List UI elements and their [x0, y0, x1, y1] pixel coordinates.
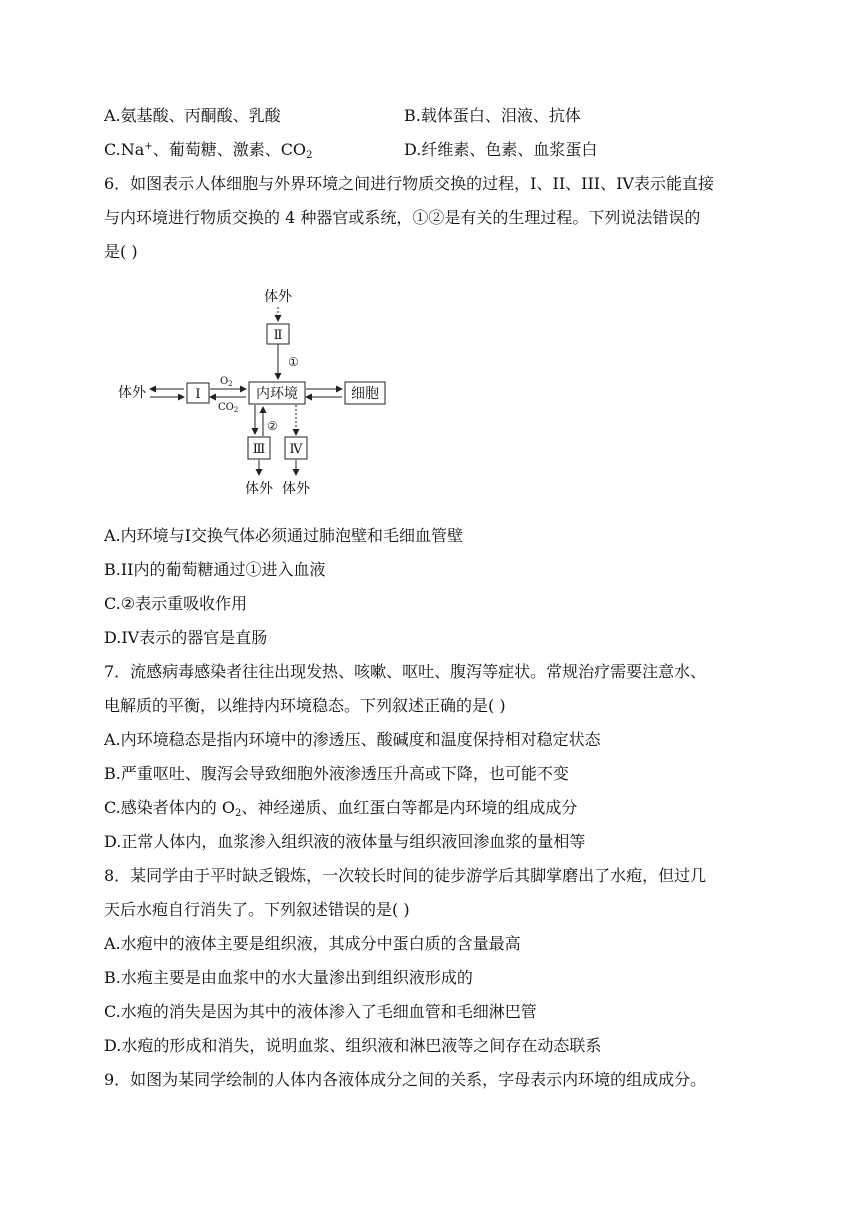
q6-exchange-diagram — [110, 280, 410, 510]
q6-option-b: B.II内的葡萄糖通过①进入血液 — [104, 560, 326, 579]
q5-option-b: B.载体蛋白、泪液、抗体 — [404, 106, 581, 125]
box-iii-label: Ⅲ — [252, 442, 266, 457]
outside-bottom-1-label: 体外 — [245, 481, 273, 497]
q5-option-c: C.Na+、葡萄糖、激素、$CO_2$ — [104, 140, 313, 161]
q7-option-a: A.内环境稳态是指内环境中的渗透压、酸碱度和温度保持相对稳定状态 — [104, 730, 601, 749]
q7-option-c: C.感染者体内的 $O_2$、神经递质、血红蛋白等都是内环境的组成成分 — [104, 798, 578, 819]
process-2-label: ② — [267, 419, 278, 433]
q6-option-a: A.内环境与I交换气体必须通过肺泡壁和毛细血管壁 — [104, 526, 463, 545]
q5-option-d: D.纤维素、色素、血浆蛋白 — [404, 140, 598, 159]
q7-stem-line1: 7．流感病毒感染者往往出现发热、咳嗽、呕吐、腹泻等症状。常规治疗需要注意水、 — [104, 662, 707, 681]
outside-bottom-2-label: 体外 — [282, 481, 310, 497]
outside-left-label: 体外 — [118, 385, 146, 401]
q8-stem-line1: 8．某同学由于平时缺乏锻炼，一次较长时间的徒步游学后其脚掌磨出了水疱，但过几 — [104, 866, 707, 885]
q6-stem-line2: 与内环境进行物质交换的 4 种器官或系统，①②是有关的生理过程。下列说法错误的 — [104, 208, 701, 227]
q6-option-d: D.IV表示的器官是直肠 — [104, 628, 268, 647]
o2-label: $O_2$ — [220, 376, 233, 388]
q8-stem-line2: 天后水疱自行消失了。下列叙述错误的是( ) — [104, 900, 410, 919]
box-i-label: Ⅰ — [195, 387, 201, 402]
q8-option-c: C.水疱的消失是因为其中的液体渗入了毛细血管和毛细淋巴管 — [104, 1002, 537, 1021]
q6-option-c: C.②表示重吸收作用 — [104, 594, 248, 613]
inner-environment-label: 内环境 — [256, 386, 298, 402]
q6-stem-line1: 6．如图表示人体细胞与外界环境之间进行物质交换的过程，I、II、III、IV表示能直接 — [104, 174, 714, 193]
q6-stem-line3: 是( ) — [104, 242, 138, 261]
q5-option-a: A.氨基酸、丙酮酸、乳酸 — [104, 106, 281, 125]
box-iv-label: Ⅳ — [289, 442, 303, 457]
q7-stem-line2: 电解质的平衡，以维持内环境稳态。下列叙述正确的是( ) — [104, 696, 506, 715]
q7-option-d: D.正常人体内，血浆渗入组织液的液体量与组织液回渗血浆的量相等 — [104, 832, 586, 851]
cell-label: 细胞 — [351, 386, 379, 402]
q8-option-b: B.水疱主要是由血浆中的水大量渗出到组织液形成的 — [104, 968, 473, 987]
co2-label: $CO_2$ — [218, 402, 239, 414]
outside-top-label: 体外 — [264, 289, 292, 305]
box-ii-label: Ⅱ — [273, 328, 283, 343]
q8-option-d: D.水疱的形成和消失，说明血浆、组织液和淋巴液等之间存在动态联系 — [104, 1036, 602, 1055]
q8-option-a: A.水疱中的液体主要是组织液，其成分中蛋白质的含量最高 — [104, 934, 521, 953]
process-1-label: ① — [288, 355, 299, 369]
q7-option-b: B.严重呕吐、腹泻会导致细胞外液渗透压升高或下降，也可能不变 — [104, 764, 569, 783]
q9-stem-line1: 9．如图为某同学绘制的人体内各液体成分之间的关系，字母表示内环境的组成成分。 — [104, 1070, 707, 1089]
